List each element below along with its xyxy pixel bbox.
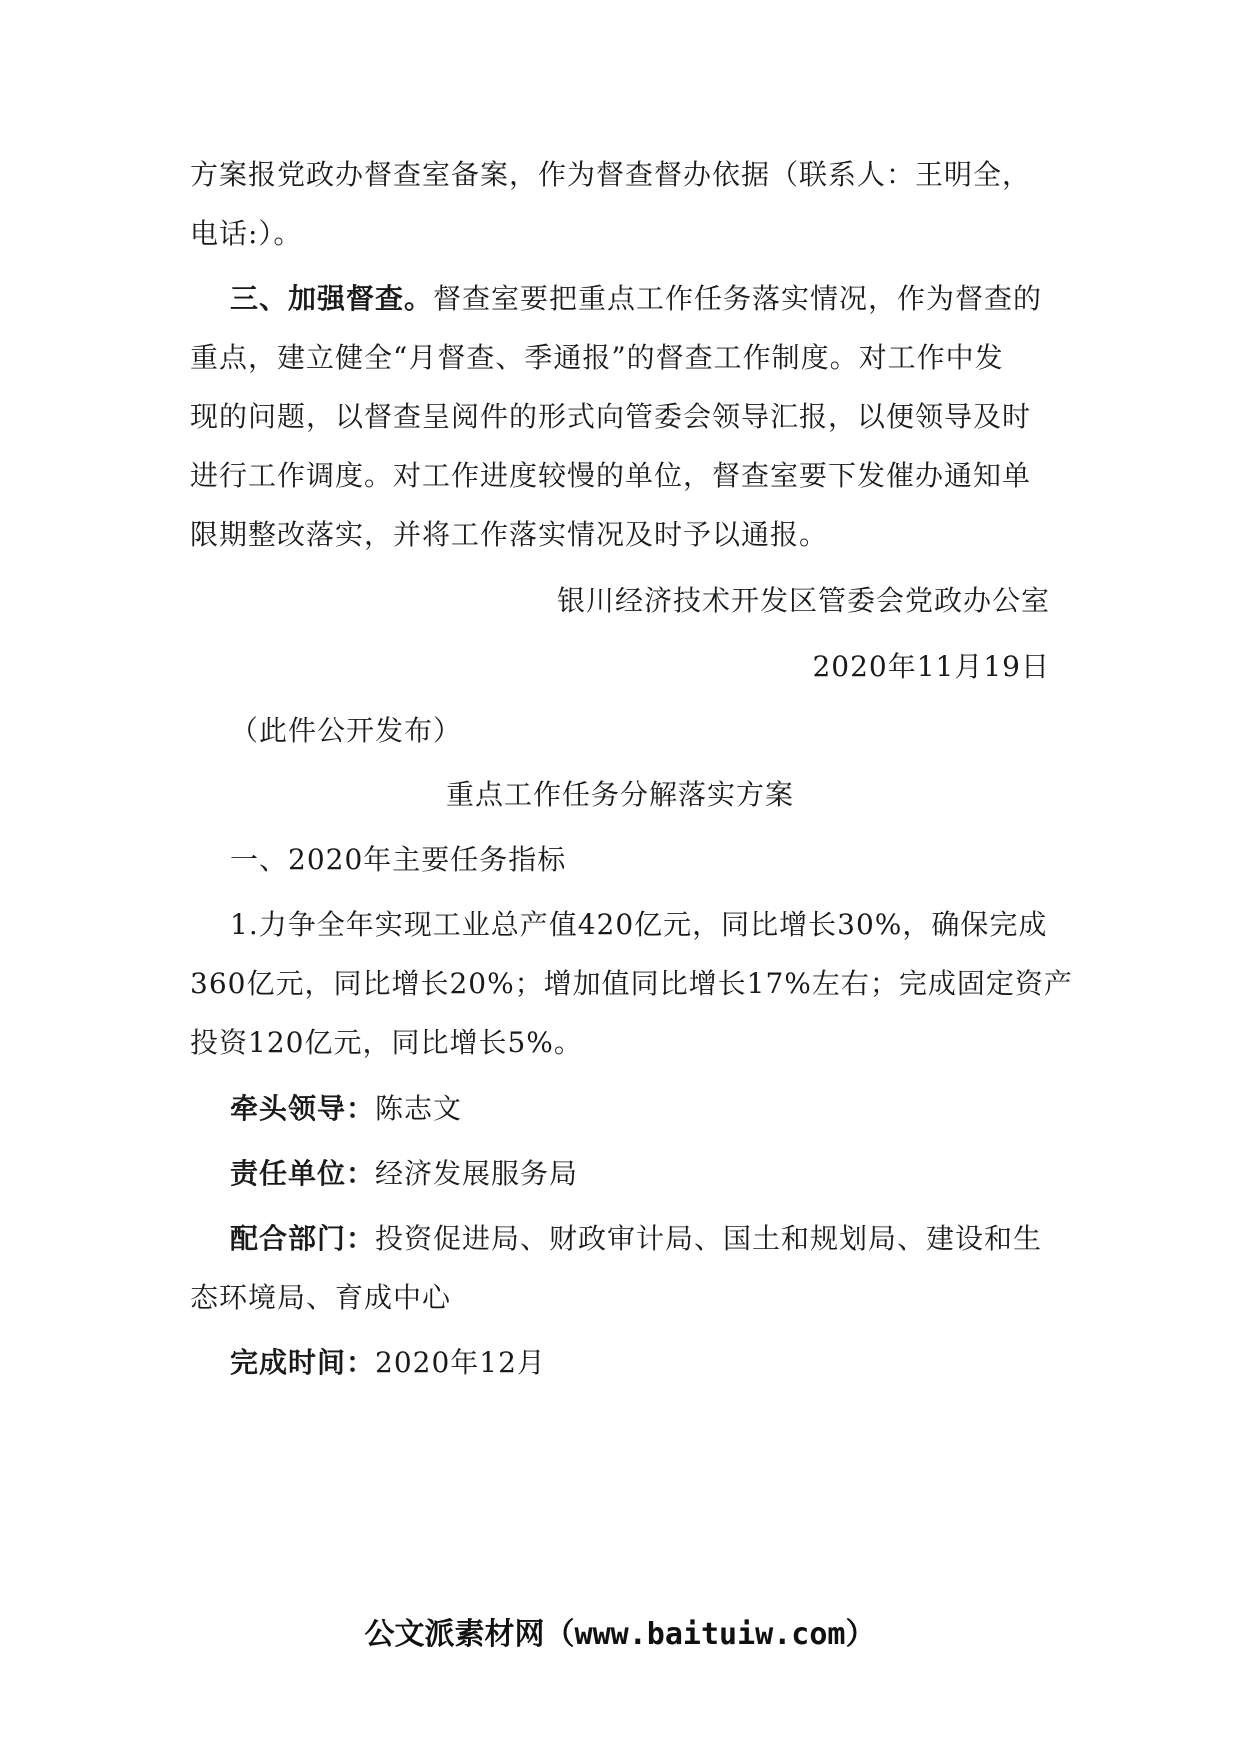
task-item-line: 1.力争全年实现工业总产值420亿元，同比增长30%，确保完成 <box>230 908 1048 941</box>
footer-watermark <box>0 1615 1240 1655</box>
field-label: 牵头领导： <box>230 1092 376 1125</box>
field-value: 2020年12月 <box>375 1346 546 1379</box>
cooperating-departments-continued: 态环境局、育成中心 <box>190 1281 452 1314</box>
body-text-line: 方案报党政办督查室备案，作为督查督办依据（联系人：王明全， <box>190 158 1032 191</box>
signature-organization: 银川经济技术开发区管委会党政办公室 <box>556 584 1050 617</box>
lead-leader-row <box>230 1089 462 1129</box>
body-text-line: 电话:）。 <box>190 217 303 250</box>
body-text-line: 限期整改落实，并将工作落实情况及时予以通报。 <box>190 518 829 551</box>
footer-url[interactable]: www.baituiw.com <box>574 1617 846 1652</box>
release-note: （此件公开发布） <box>230 714 463 747</box>
body-text-line: 重点，建立健全“月督查、季通报”的督查工作制度。对工作中发 <box>190 341 1004 374</box>
body-text-line: 进行工作调度。对工作进度较慢的单位，督查室要下发催办通知单 <box>190 459 1032 492</box>
footer-close-paren: ） <box>845 1617 876 1652</box>
signature-date: 2020年11月19日 <box>812 650 1050 683</box>
field-label: 责任单位： <box>230 1157 376 1190</box>
responsible-unit-row <box>230 1154 578 1194</box>
footer-site-name: 公文派素材网（ <box>364 1617 575 1652</box>
plan-title: 重点工作任务分解落实方案 <box>445 778 794 811</box>
field-value: 投资促进局、财政审计局、国土和规划局、建设和生 <box>375 1222 1043 1255</box>
field-value: 经济发展服务局 <box>375 1157 579 1190</box>
completion-time-row <box>230 1343 546 1383</box>
task-item-line: 360亿元，同比增长20%；增加值同比增长17%左右；完成固定资产 <box>190 967 1073 1000</box>
field-label: 配合部门： <box>230 1222 376 1255</box>
field-label: 完成时间： <box>230 1346 376 1379</box>
section-heading: 一、2020年主要任务指标 <box>230 843 567 876</box>
task-item-line: 投资120亿元，同比增长5%。 <box>190 1026 583 1059</box>
paragraph-heading: 三、加强督查。 <box>230 282 434 315</box>
paragraph-three-first-line <box>230 279 1042 319</box>
cooperating-departments-row <box>230 1219 1042 1259</box>
body-text-line: 现的问题，以督查呈阅件的形式向管委会领导汇报，以便领导及时 <box>190 400 1032 433</box>
body-text: 督查室要把重点工作任务落实情况，作为督查的 <box>433 282 1043 315</box>
field-value: 陈志文 <box>375 1092 463 1125</box>
